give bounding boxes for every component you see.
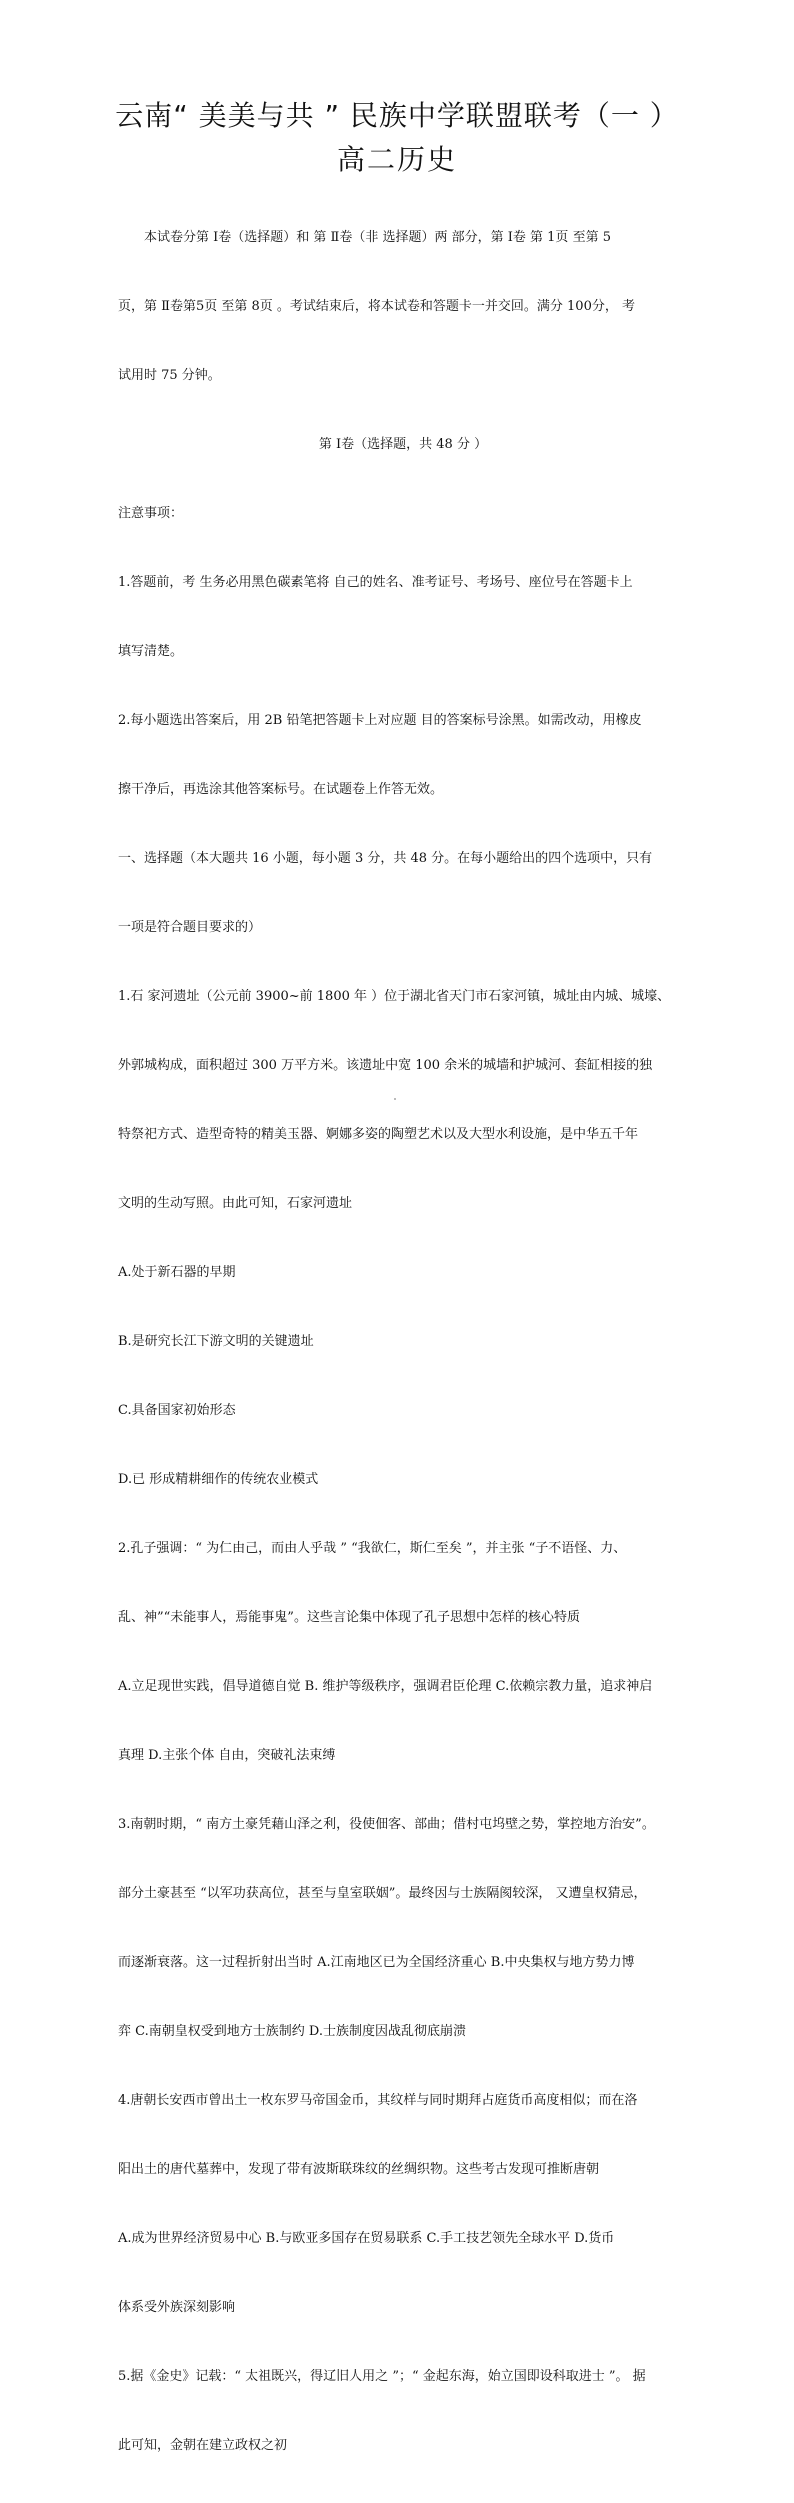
question-4-options-1: A.成为世界经济贸易中心 B.与欧亚多国存在贸易联系 C.手工技艺领先全球水平 D.货币	[118, 2231, 615, 2246]
question-1-option-d: D.已 形成精耕细作的传统农业模式	[118, 1472, 319, 1487]
question-2-line-2: 乱、神”“未能事人，焉能事鬼”。这些言论集中体现了孔子思想中怎样的核心特质	[118, 1610, 580, 1625]
notice-heading: 注意事项：	[118, 506, 184, 521]
question-1-option-a: A.处于新石器的早期	[118, 1265, 236, 1280]
intro-line-3: 试用时 75 分钟。	[118, 368, 221, 383]
notice-2-line-1: 2.每小题选出答案后，用 2B 铅笔把答题卡上对应题 目的答案标号涂黑。如需改动，用橡皮	[118, 713, 642, 728]
question-5-line-1: 5.据《金史》记载：“ 太祖既兴，得辽旧人用之 ”；“ 金起东海，始立国即设科取进士 ”。 据	[118, 2369, 646, 2384]
exam-body	[118, 180, 688, 2503]
question-1-line-4: 文明的生动写照。由此可知，石家河遗址	[118, 1196, 353, 1211]
question-4-options-2: 体系受外族深刻影响	[118, 2300, 236, 2315]
question-1-option-b: B.是研究长江下游文明的关键遗址	[118, 1334, 314, 1349]
question-1-line-2: 外郭城构成，面积超过 300 万平方米。该遗址中宽 100 余米的城墙和护城河、套缸相接的独	[118, 1058, 653, 1073]
question-2-options-2: 真理 D.主张个体 自由，突破礼法束缚	[118, 1748, 336, 1763]
part-one-instruction-2: 一项是符合题目要求的）	[118, 920, 262, 935]
footer-mark	[394, 1098, 396, 1100]
part-one-instruction-1: 一、选择题（本大题共 16 小题，每小题 3 分，共 48 分。在每小题给出的四个选项中，只有	[118, 851, 653, 866]
notice-1-line-1: 1.答题前，考 生务必用黑色碳素笔将 自己的姓名、准考证号、考场号、座位号在答题卡上	[118, 575, 633, 590]
notice-1-line-2: 填写清楚。	[118, 644, 184, 659]
question-1-line-3: 特祭祀方式、造型奇特的精美玉器、婀娜多姿的陶塑艺术以及大型水利设施，是中华五千年	[118, 1127, 639, 1142]
question-1-option-c: C.具备国家初始形态	[118, 1403, 236, 1418]
question-2-line-1: 2.孔子强调：“ 为仁由己，而由人乎哉 ” “我欲仁，斯仁至矣 ”，并主张 “子不语怪、力、	[118, 1541, 627, 1556]
question-1-line-1: 1.石 家河遗址（公元前 3900~前 1800 年 ）位于湖北省天门市石家河镇，城址由内城、城壕、	[118, 989, 671, 1004]
question-3-line-1: 3.南朝时期，“ 南方土豪凭藉山泽之利，役使佃客、部曲；借村屯坞壁之势，掌控地方治安”。	[118, 1817, 655, 1832]
notice-2-line-2: 擦干净后，再选涂其他答案标号。在试题卷上作答无效。	[118, 782, 444, 797]
question-5-line-2: 此可知，金朝在建立政权之初	[118, 2438, 288, 2453]
question-4-line-2: 阳出土的唐代墓葬中，发现了带有波斯联珠纹的丝绸织物。这些考古发现可推断唐朝	[118, 2162, 600, 2177]
intro-line-1: 本试卷分第 Ⅰ卷（选择题）和 第 Ⅱ卷（非 选择题）两 部分，第 Ⅰ卷 第 1页 至第 5	[144, 230, 611, 245]
intro-line-2: 页，第 Ⅱ卷第5页 至第 8页 。考试结束后，将本试卷和答题卡一并交回。满分 100分， 考	[118, 299, 635, 314]
question-3-line-2: 部分土豪甚至 “以军功获高位，甚至与皇室联姻”。最终因与士族隔阂较深， 又遭皇权猜忌，	[118, 1886, 647, 1901]
question-2-options-1: A.立足现世实践，倡导道德自觉 B. 维护等级秩序，强调君臣伦理 C.依赖宗教力量，追求神启	[118, 1679, 653, 1694]
question-3-line-3: 而逐渐衰落。这一过程折射出当时 A.江南地区已为全国经济重心 B.中央集权与地方势力博	[118, 1955, 635, 1970]
question-3-line-4: 弈 C.南朝皇权受到地方士族制约 D.士族制度因战乱彻底崩溃	[118, 2024, 466, 2039]
subject-title: 高二历史	[336, 143, 457, 176]
section-heading: 第 Ⅰ卷（选择题，共 48 分 ）	[318, 437, 488, 452]
question-4-line-1: 4.唐朝长安西市曾出土一枚东罗马帝国金币，其纹样与同时期拜占庭货币高度相似；而在洛	[118, 2093, 638, 2108]
exam-title: 云南“ 美美与共 ” 民族中学联盟联考（一 ）	[115, 99, 679, 132]
